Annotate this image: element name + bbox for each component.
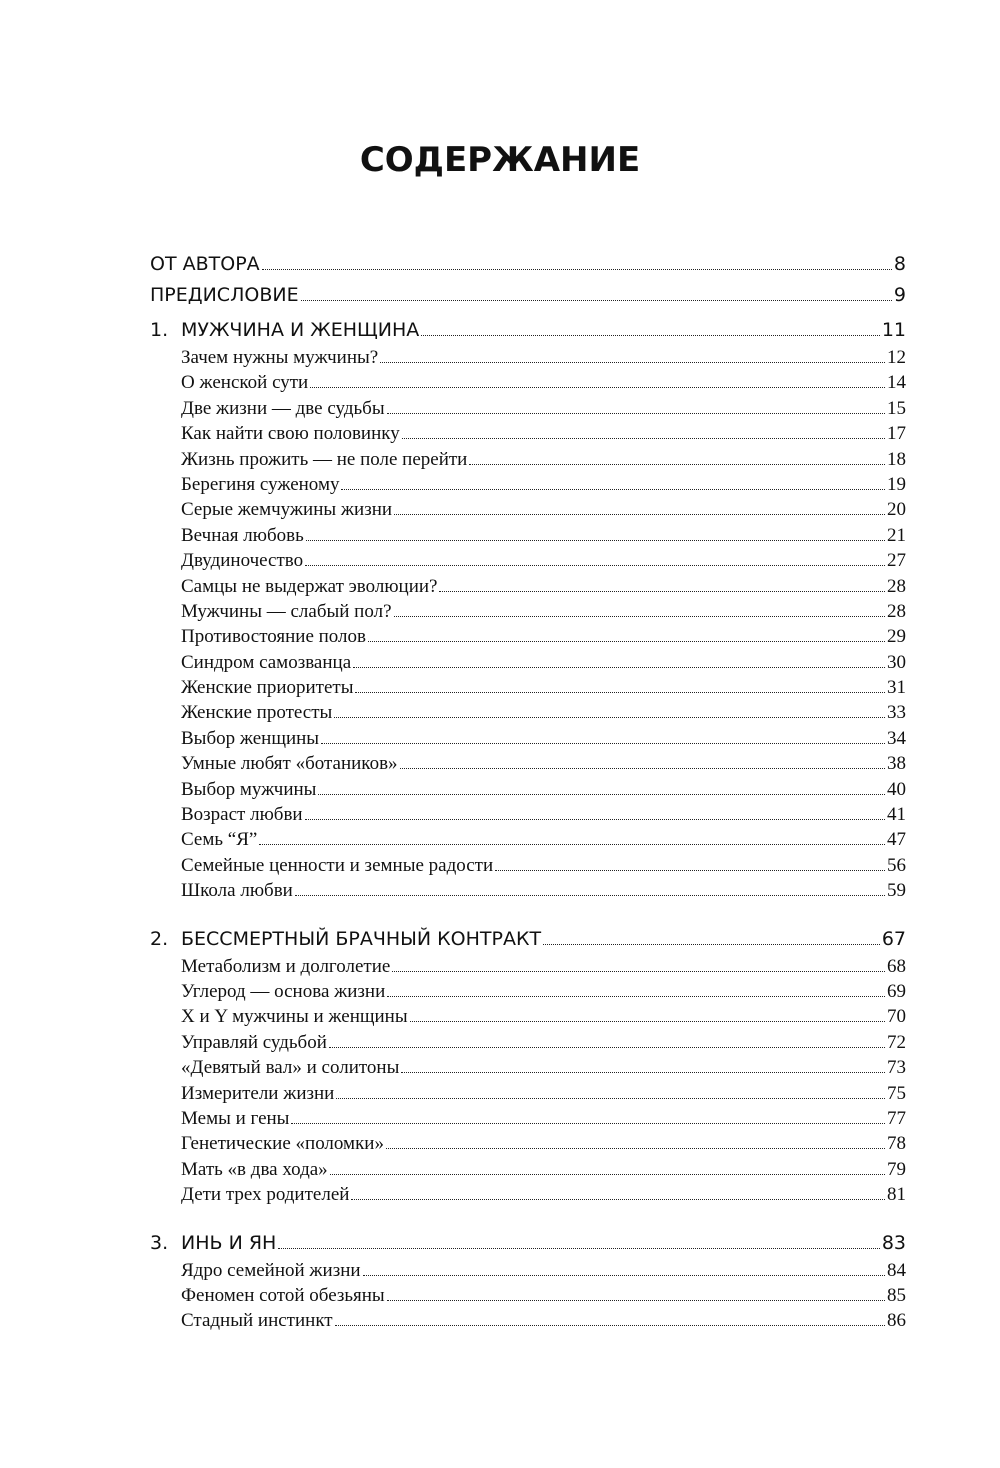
toc-entry[interactable] [150,1030,906,1055]
toc-entry[interactable] [150,1258,906,1283]
dot-leader [380,362,885,363]
toc-entry[interactable] [150,777,906,802]
dot-leader [363,1275,885,1276]
entry-title: Метаболизм и долголетие [181,955,391,977]
toc-entry[interactable] [150,523,906,548]
toc-entry[interactable] [150,345,906,370]
dot-leader [387,413,885,414]
toc-entry[interactable] [150,548,906,573]
dot-leader [262,269,892,270]
toc-entry[interactable] [150,700,906,725]
dot-leader [353,667,885,668]
toc-entry[interactable] [150,624,906,649]
entry-title: ОТ АВТОРА [150,253,260,275]
entry-title: Возраст любви [181,804,303,826]
entry-title: X и Y мужчины и женщины [181,1006,408,1028]
toc-entry[interactable] [150,650,906,675]
page-number: 77 [887,1107,906,1129]
page-number: 38 [887,753,906,775]
dot-leader [278,1248,879,1249]
dot-leader [402,438,885,439]
page-number: 59 [887,880,906,902]
toc-entry[interactable] [150,751,906,776]
entry-title: Самцы не выдержат эволюции? [181,575,438,597]
page-number: 84 [887,1259,906,1281]
page-number: 86 [887,1310,906,1332]
entry-title: Ядро семейной жизни [181,1259,361,1281]
chapter-entry[interactable] [150,924,906,954]
entry-title: Выбор женщины [181,727,320,749]
page-number: 17 [887,423,906,445]
entry-title: МУЖЧИНА И ЖЕНЩИНА [181,319,420,341]
page-number: 9 [893,284,906,306]
dot-leader [318,794,885,795]
front-matter-entry[interactable] [150,280,906,311]
chapter-number: 3. [150,1231,169,1254]
dot-leader [368,641,885,642]
dot-leader [310,387,885,388]
page-number: 83 [881,1231,906,1254]
entry-title: Зачем нужны мужчины? [181,347,379,368]
page-title: СОДЕРЖАНИЕ [359,140,641,180]
entry-title: «Девятый вал» и солитоны [181,1057,400,1079]
entry-title: Женские протесты [181,702,333,724]
dot-leader [410,1021,885,1022]
entry-title: Синдром самозванца [181,651,352,673]
toc-entry[interactable] [150,1106,906,1131]
dot-leader [543,944,880,945]
page-number: 27 [887,550,906,572]
dot-leader [392,971,885,972]
page-number: 20 [887,499,906,521]
page-number: 73 [887,1057,906,1079]
dot-leader [421,335,880,336]
chapter-number: 2. [150,927,169,950]
page-number: 28 [887,575,906,597]
toc-entry[interactable] [150,1004,906,1029]
toc-entry[interactable] [150,802,906,827]
dot-leader [351,1199,885,1200]
entry-title: Противостояние полов [181,626,367,648]
page-number: 31 [887,677,906,699]
dot-leader [386,1148,885,1149]
entry-title: Феномен сотой обезьяны [181,1284,385,1306]
page-number: 14 [887,372,906,394]
entry-title: Стадный инстинкт [181,1310,333,1332]
page-number: 11 [881,319,906,341]
page-number: 56 [887,854,906,876]
page-number: 81 [887,1184,906,1206]
entry-title: Мать «в два хода» [181,1158,328,1180]
entry-title: Серые жемчужины жизни [181,499,393,521]
dot-leader [306,540,885,541]
dot-leader [387,1300,885,1301]
page-number: 40 [887,778,906,800]
toc-entry[interactable] [150,1182,906,1207]
dot-leader [295,895,885,896]
entry-title: Женские приоритеты [181,677,354,699]
dot-leader [301,300,892,301]
page-number: 41 [887,804,906,826]
page-number: 33 [887,702,906,724]
entry-title: Берегиня суженому [181,473,340,495]
toc-entry[interactable] [150,1081,906,1106]
chapter-entry[interactable] [150,1228,906,1258]
dot-leader [334,717,885,718]
entry-title: О женской сути [181,372,309,394]
entry-title: Две жизни — две судьбы [181,397,385,419]
chapter-entry[interactable] [150,315,906,345]
page-number: 15 [887,397,906,419]
toc-entry[interactable] [150,370,906,395]
page-number: 79 [887,1158,906,1180]
entry-title: ПРЕДИСЛОВИЕ [150,284,299,306]
toc-entry[interactable] [150,1055,906,1080]
dot-leader [330,1174,885,1175]
dot-leader [387,996,885,997]
toc-entry[interactable] [150,1308,906,1333]
page-number: 68 [887,955,906,977]
dot-leader [394,616,885,617]
dot-leader [336,1098,885,1099]
toc-entry[interactable] [150,675,906,700]
dot-leader [495,870,885,871]
chapter-number: 1. [150,319,169,341]
front-matter-entry[interactable] [150,249,906,280]
dot-leader [305,819,885,820]
toc-entry[interactable] [150,599,906,624]
toc-entry[interactable] [150,1283,906,1308]
dot-leader [291,1123,885,1124]
toc-entry[interactable] [150,1157,906,1182]
dot-leader [394,514,885,515]
toc-entry[interactable] [150,954,906,979]
page-number: 78 [887,1133,906,1155]
entry-title: Как найти свою половинку [181,423,400,445]
page-number: 72 [887,1031,906,1053]
page-number: 18 [887,448,906,470]
toc-entry[interactable] [150,574,906,599]
entry-title: ИНЬ И ЯН [181,1231,277,1254]
entry-title: Дети трех родителей [181,1184,350,1206]
dot-leader [335,1325,885,1326]
entry-title: БЕССМЕРТНЫЙ БРАЧНЫЙ КОНТРАКТ [181,927,542,950]
page-number: 69 [887,980,906,1002]
page-number: 12 [887,347,906,368]
dot-leader [329,1047,885,1048]
dot-leader [321,743,885,744]
entry-title: Управляй судьбой [181,1031,327,1053]
toc-entry[interactable] [150,853,906,878]
entry-title: Жизнь прожить — не поле перейти [181,448,468,470]
entry-title: Выбор мужчины [181,778,317,800]
table-of-contents [150,249,906,1334]
page-number: 67 [881,927,906,950]
toc-entry[interactable] [150,1131,906,1156]
entry-title: Вечная любовь [181,524,304,546]
dot-leader [259,844,885,845]
toc-entry[interactable] [150,497,906,522]
page-number: 85 [887,1284,906,1306]
entry-title: Измерители жизни [181,1082,335,1104]
page-number: 70 [887,1006,906,1028]
page-number: 28 [887,600,906,622]
toc-entry[interactable] [150,878,906,903]
toc-entry[interactable] [150,472,906,497]
entry-title: Генетические «поломки» [181,1133,384,1155]
entry-title: Семейные ценности и земные радости [181,854,494,876]
page-number: 30 [887,651,906,673]
dot-leader [355,692,885,693]
entry-title: Углерод — основа жизни [181,980,386,1002]
entry-title: Мужчины — слабый пол? [181,600,392,622]
dot-leader [341,489,885,490]
dot-leader [401,1072,885,1073]
dot-leader [400,768,885,769]
dot-leader [439,591,885,592]
entry-title: Умные любят «ботаников» [181,753,398,775]
page-number: 75 [887,1082,906,1104]
entry-title: Семь “Я” [181,829,258,851]
page-number: 34 [887,727,906,749]
toc-entry[interactable] [150,979,906,1004]
page-number: 19 [887,473,906,495]
dot-leader [305,565,885,566]
page-number: 21 [887,524,906,546]
page-number: 29 [887,626,906,648]
toc-entry[interactable] [150,447,906,472]
toc-entry[interactable] [150,726,906,751]
entry-title: Мемы и гены [181,1107,290,1129]
page-number: 47 [887,829,906,851]
page-number: 8 [893,253,906,275]
entry-title: Двудиночество [181,550,304,572]
toc-entry[interactable] [150,827,906,852]
toc-entry[interactable] [150,421,906,446]
dot-leader [469,464,885,465]
entry-title: Школа любви [181,880,293,902]
toc-entry[interactable] [150,396,906,421]
